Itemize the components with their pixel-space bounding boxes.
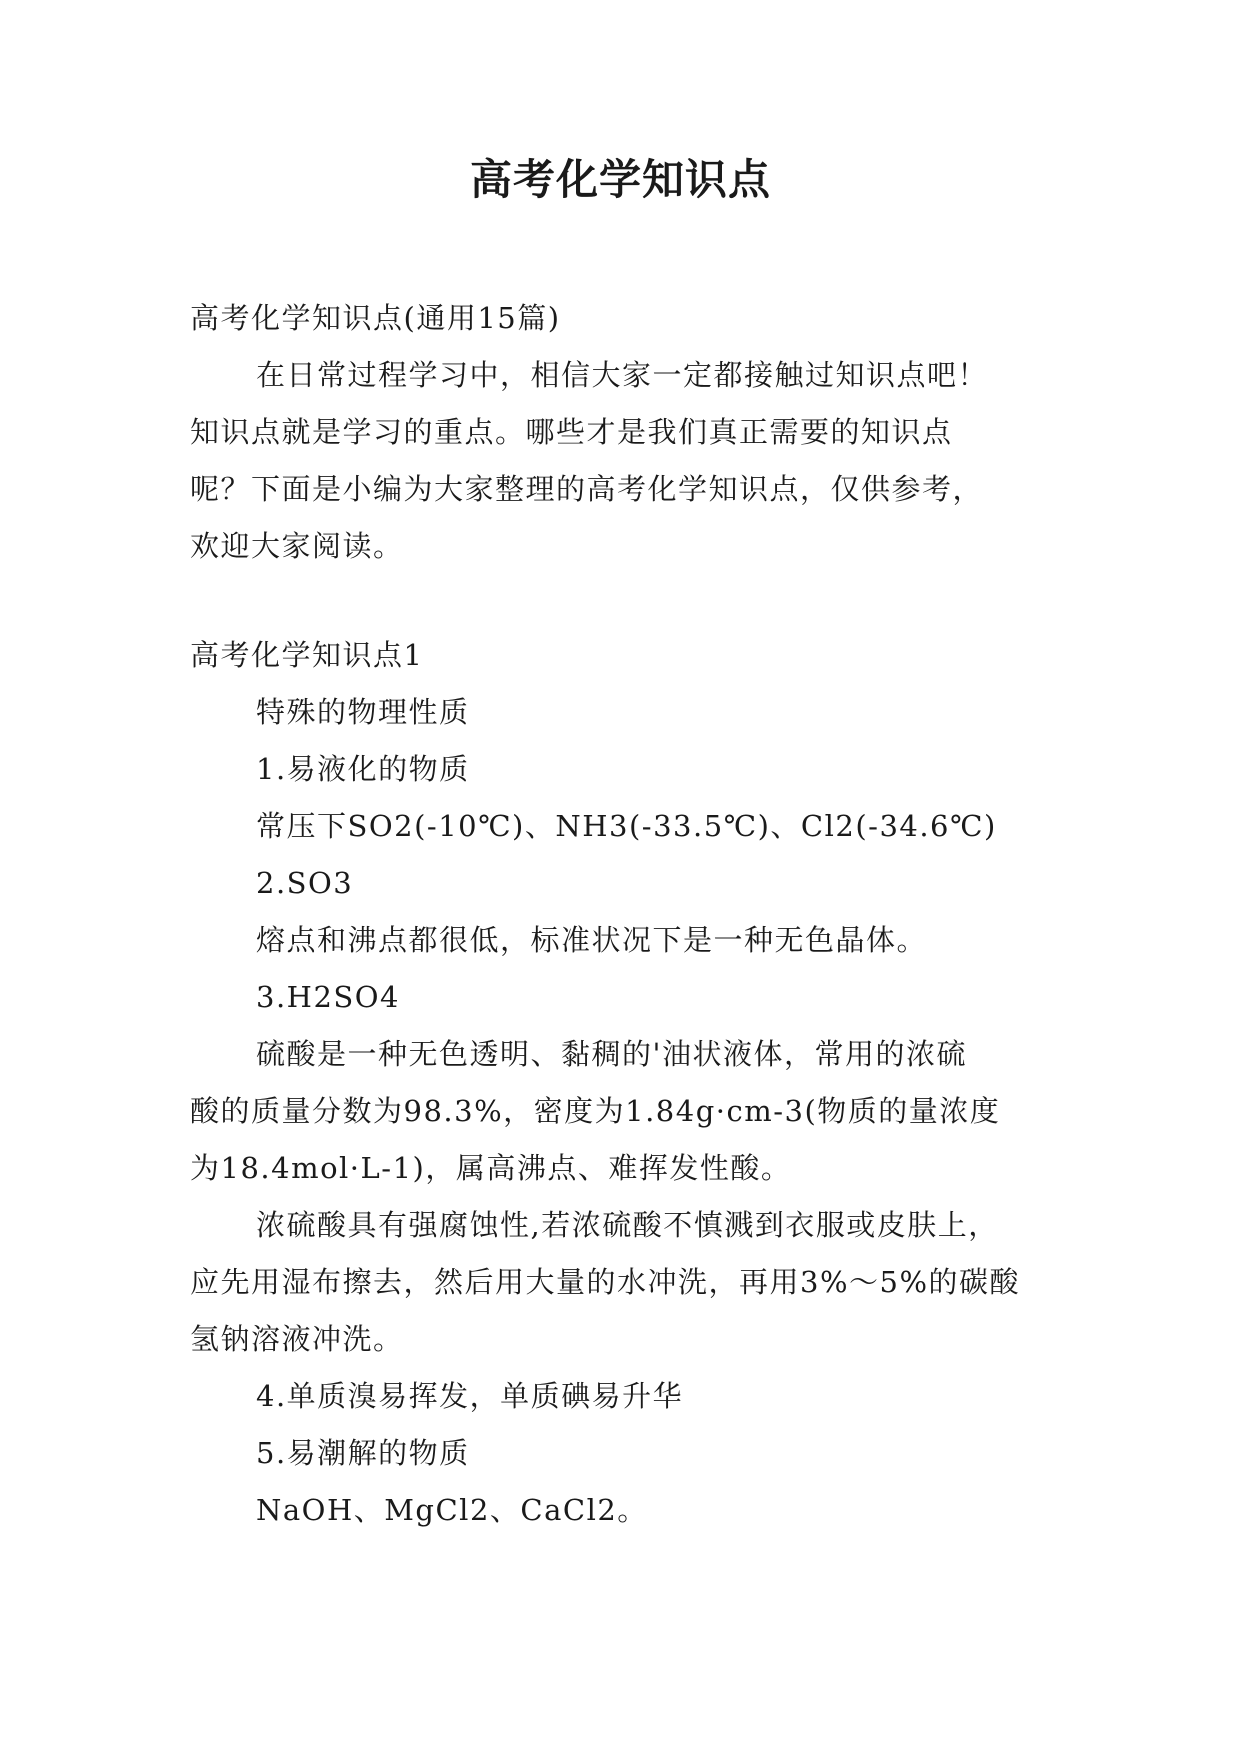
intro-paragraph	[190, 347, 1056, 575]
sulfuric-acid-paragraph	[190, 1026, 1056, 1197]
safety-paragraph	[190, 1197, 1056, 1368]
item-title: 2.SO3	[256, 866, 354, 900]
document-body	[190, 290, 1056, 1539]
paragraph-line: 酸的质量分数为98.3%，密度为1.84g·cm-3(物质的量浓度	[190, 1094, 1001, 1128]
document-subtitle: 高考化学知识点(通用15篇)	[190, 301, 561, 335]
section-subheading: 特殊的物理性质	[256, 695, 470, 729]
intro-line: 呢？下面是小编为大家整理的高考化学知识点，仅供参考，	[190, 472, 984, 506]
intro-line: 知识点就是学习的重点。哪些才是我们真正需要的知识点	[190, 415, 953, 449]
section-heading: 高考化学知识点1	[190, 638, 424, 672]
paragraph-line: 浓硫酸具有强腐蚀性,若浓硫酸不慎溅到衣服或皮肤上，	[256, 1208, 999, 1242]
intro-line: 欢迎大家阅读。	[190, 529, 404, 563]
paragraph-line: 应先用湿布擦去，然后用大量的水冲洗，再用3%～5%的碳酸	[190, 1265, 1021, 1299]
section-spacer	[190, 575, 1056, 627]
item-body: 熔点和沸点都很低，标准状况下是一种无色晶体。	[256, 923, 928, 957]
item-title: 5.易潮解的物质	[256, 1436, 470, 1470]
item-body: NaOH、MgCl2、CaCl2。	[256, 1493, 648, 1527]
item-title: 3.H2SO4	[256, 980, 401, 1014]
paragraph-line: 硫酸是一种无色透明、黏稠的'油状液体，常用的浓硫	[256, 1037, 967, 1071]
item-title: 4.单质溴易挥发，单质碘易升华	[256, 1379, 684, 1413]
page-title: 高考化学知识点	[469, 155, 771, 204]
item-title: 1.易液化的物质	[256, 752, 470, 786]
item-body: 常压下SO2(-10℃)、NH3(-33.5℃)、Cl2(-34.6℃)	[256, 809, 997, 843]
paragraph-line: 氢钠溶液冲洗。	[190, 1322, 404, 1356]
paragraph-line: 为18.4mol·L-1)，属高沸点、难挥发性酸。	[190, 1151, 792, 1185]
intro-line: 在日常过程学习中，相信大家一定都接触过知识点吧！	[256, 358, 989, 392]
